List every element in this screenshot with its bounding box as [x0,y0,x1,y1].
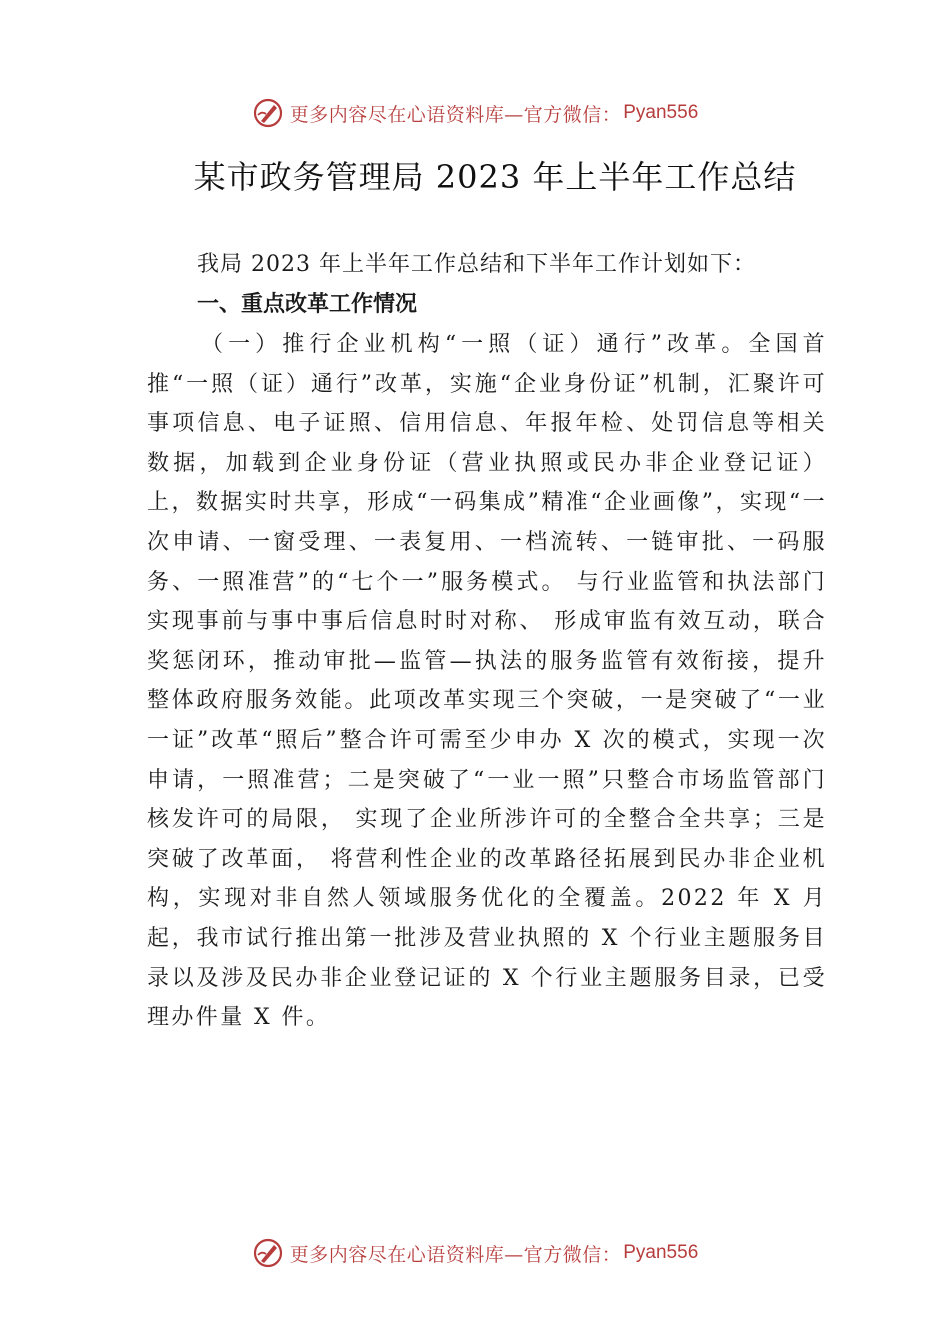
paragraph-subhead: （一）推行企业机构“一照（证）通行”改革。 [201,332,749,357]
quill-logo-icon [252,97,284,129]
document-title: 某市政务管理局 2023 年上半年工作总结 [193,158,797,196]
watermark-text: 更多内容尽在心语资料库—官方微信： [289,103,622,126]
paragraph-text: 全国首推“一照（证）通行”改革，实施“企业身份证”机制，汇聚许可事项信息、电子证照、信用信息、年报年检、处罚信息等相关数据，加载到企业身份证（营业执照或民办非企业登记证）上，数据实时共享，形成“一码集成”精准“企业画像”，实现“一次申请、一窗受理、一表复用、一档流转、一链审批、一码服务、一照准营”的“七个一”服务模式。 与行业监管和执法部门实现事前与事中事后信息时时对称、 形成审监有效互动，联合奖惩闭环，推动审批—监管—执法的服务监管有效衔接，提升整体政府服务效能。此项改革实现三个突破，一是突破了“一业一证”改革“照后”整合许可需至少申办 X 次的模式，实现一次申请，一照准营；二是突破了“一业一照”只整合市场监管部门核发许可的局限， 实现了企业所涉许可的全整合全共享；三是突破了改革面， 将营利性企业的改革路径拓展到民办非企业机构，实现对非自然人领域服务优化的全覆盖。2022 年 X 月起，我市试行推出第一批涉及营业执照的 X 个行业主题服务目录以及涉及民办非企业登记证的 X 个行业主题服务目录，已受理办件量 X 件。 [147,332,827,1031]
watermark-contact: Pyan556 [623,1242,699,1263]
watermark-banner-top [0,96,950,130]
watermark-text: 更多内容尽在心语资料库—官方微信： [289,1243,622,1266]
watermark-contact: Pyan556 [623,102,699,123]
document-body [147,245,827,1038]
lead-paragraph: 我局 2023 年上半年工作总结和下半年工作计划如下： [197,252,756,277]
quill-logo-icon [252,1237,284,1269]
section-heading: 一、重点改革工作情况 [197,292,418,317]
body-paragraph [147,325,827,1038]
watermark-banner-bottom [0,1236,950,1270]
